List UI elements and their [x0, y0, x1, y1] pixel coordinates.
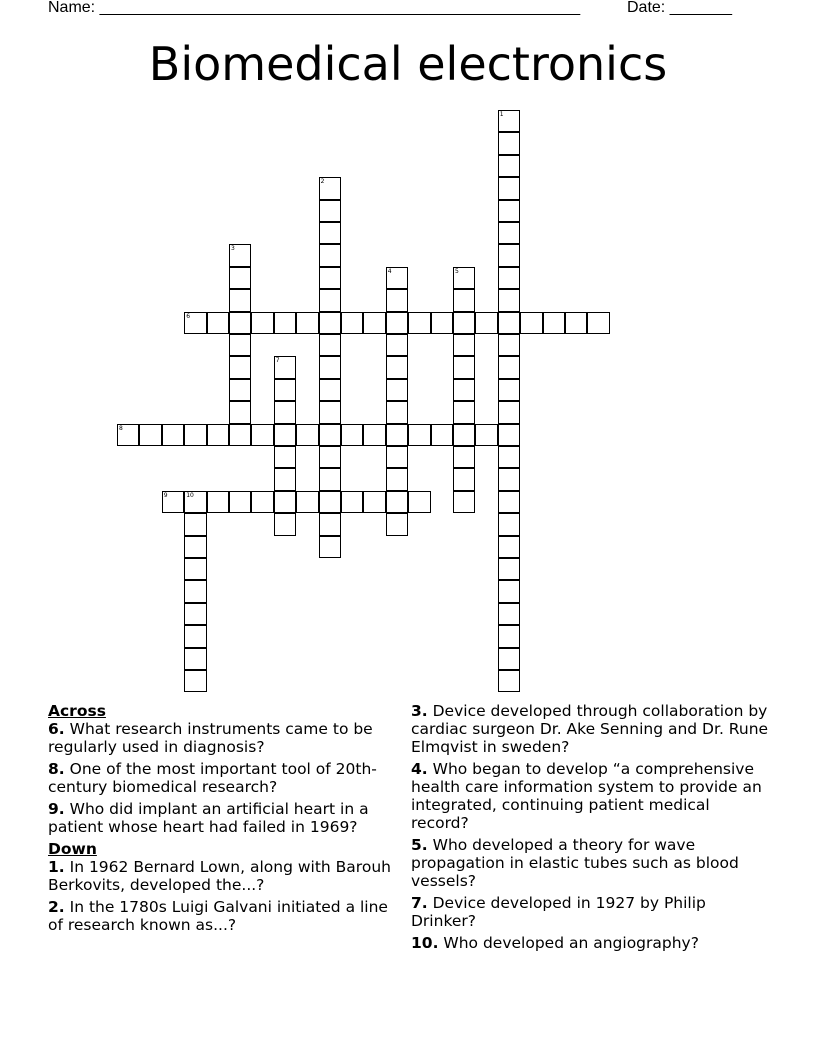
crossword-cell[interactable] — [296, 424, 318, 446]
crossword-cell[interactable] — [229, 289, 251, 311]
crossword-cell[interactable] — [386, 401, 408, 423]
crossword-cell[interactable] — [386, 513, 408, 535]
clue-text: Device developed through collaboration by cardiac surgeon Dr. Ake Senning and Dr. Rune Elmqvist in sweden? — [411, 702, 769, 756]
crossword-cell[interactable] — [274, 468, 296, 490]
crossword-cell[interactable] — [498, 155, 520, 177]
clue-item — [48, 898, 400, 934]
crossword-cell[interactable] — [587, 312, 609, 334]
crossword-cell[interactable] — [498, 177, 520, 199]
crossword-cell[interactable] — [319, 468, 341, 490]
crossword-cell[interactable] — [363, 424, 385, 446]
crossword-cell[interactable] — [117, 424, 139, 446]
crossword-cell[interactable] — [453, 401, 475, 423]
cell-number: 2 — [320, 178, 325, 186]
cell-number: 7 — [275, 357, 280, 365]
crossword-cell[interactable] — [498, 289, 520, 311]
across-clue-list — [48, 720, 400, 836]
crossword-cell[interactable] — [319, 401, 341, 423]
clue-number: 5. — [411, 836, 428, 854]
crossword-cell[interactable] — [498, 267, 520, 289]
clue-number: 7. — [411, 894, 428, 912]
crossword-cell[interactable] — [386, 334, 408, 356]
crossword-cell[interactable] — [319, 536, 341, 558]
crossword-cell[interactable] — [498, 446, 520, 468]
cell-number: 10 — [186, 491, 194, 499]
crossword-cell[interactable] — [229, 312, 251, 334]
crossword-cell[interactable] — [184, 580, 206, 602]
cell-number: 8 — [119, 424, 123, 432]
crossword-cell[interactable] — [498, 603, 520, 625]
crossword-cell[interactable] — [386, 379, 408, 401]
cell-number: 4 — [387, 267, 392, 275]
clue-number: 6. — [48, 720, 65, 738]
clues-left-column — [48, 702, 400, 938]
crossword-cell[interactable] — [184, 670, 206, 692]
crossword-cell[interactable] — [274, 491, 296, 513]
crossword-cell[interactable] — [498, 312, 520, 334]
clue-item — [411, 702, 771, 756]
crossword-cell[interactable] — [431, 424, 453, 446]
crossword-cell[interactable] — [229, 379, 251, 401]
crossword-cell[interactable] — [498, 132, 520, 154]
crossword-cell[interactable] — [498, 648, 520, 670]
crossword-cell[interactable] — [229, 244, 251, 266]
cell-number: 3 — [231, 245, 235, 253]
puzzle-title: Biomedical electronics — [148, 37, 668, 91]
crossword-cell[interactable] — [453, 312, 475, 334]
crossword-cell[interactable] — [386, 468, 408, 490]
crossword-cell[interactable] — [498, 424, 520, 446]
crossword-cell[interactable] — [319, 334, 341, 356]
crossword-cell[interactable] — [184, 558, 206, 580]
crossword-cell[interactable] — [184, 513, 206, 535]
crossword-cell[interactable] — [386, 312, 408, 334]
crossword-cell[interactable] — [498, 558, 520, 580]
crossword-cell[interactable] — [319, 491, 341, 513]
crossword-cell[interactable] — [498, 513, 520, 535]
cell-number: 1 — [499, 111, 504, 118]
crossword-cell[interactable] — [408, 491, 430, 513]
cell-number: 9 — [163, 491, 168, 499]
crossword-cell[interactable] — [162, 491, 184, 513]
crossword-cell[interactable] — [520, 312, 542, 334]
clue-text: One of the most important tool of 20th-century biomedical research? — [48, 760, 377, 796]
crossword-cell[interactable] — [229, 424, 251, 446]
crossword-cell[interactable] — [453, 424, 475, 446]
crossword-cell[interactable] — [498, 468, 520, 490]
crossword-cell[interactable] — [498, 401, 520, 423]
clue-item — [48, 800, 400, 836]
crossword-cell[interactable] — [408, 312, 430, 334]
clue-item — [411, 836, 771, 890]
crossword-cell[interactable] — [453, 356, 475, 378]
crossword-cell[interactable] — [341, 312, 363, 334]
across-heading: Across — [48, 702, 106, 720]
crossword-cell[interactable] — [274, 446, 296, 468]
clue-text: Who did implant an artificial heart in a patient whose heart had failed in 1969? — [48, 800, 369, 836]
clue-item — [48, 858, 400, 894]
crossword-cell[interactable] — [319, 356, 341, 378]
clue-number: 2. — [48, 898, 65, 916]
crossword-cell[interactable] — [453, 446, 475, 468]
crossword-cell[interactable] — [229, 356, 251, 378]
crossword-cell[interactable] — [408, 424, 430, 446]
crossword-cell[interactable] — [207, 491, 229, 513]
crossword-cell[interactable] — [184, 648, 206, 670]
crossword-cell[interactable] — [319, 379, 341, 401]
crossword-cell[interactable] — [498, 580, 520, 602]
date-field-label[interactable]: Date: _______ — [627, 0, 732, 16]
crossword-cell[interactable] — [498, 356, 520, 378]
clue-text: Who began to develop “a comprehensive health care information system to provide an integrated, continuing patient medical record? — [411, 760, 762, 832]
crossword-cell[interactable] — [498, 244, 520, 266]
crossword-cell[interactable] — [251, 491, 273, 513]
crossword-cell[interactable] — [251, 424, 273, 446]
crossword-cell[interactable] — [386, 267, 408, 289]
crossword-cell[interactable] — [184, 603, 206, 625]
crossword-cell[interactable] — [386, 356, 408, 378]
crossword-cell[interactable] — [543, 312, 565, 334]
crossword-cell[interactable] — [319, 446, 341, 468]
clue-item — [411, 760, 771, 832]
crossword-cell[interactable] — [274, 401, 296, 423]
clue-number: 1. — [48, 858, 65, 876]
crossword-cell[interactable] — [453, 267, 475, 289]
crossword-cell[interactable] — [274, 312, 296, 334]
crossword-cell[interactable] — [475, 312, 497, 334]
crossword-cell[interactable] — [184, 424, 206, 446]
crossword-cell[interactable] — [319, 424, 341, 446]
crossword-cell[interactable] — [207, 312, 229, 334]
clue-text: What research instruments came to be regularly used in diagnosis? — [48, 720, 373, 756]
crossword-cell[interactable] — [498, 536, 520, 558]
cell-number: 5 — [455, 267, 459, 275]
crossword-cell[interactable] — [319, 177, 341, 199]
crossword-cell[interactable] — [207, 424, 229, 446]
clue-item — [411, 934, 771, 952]
crossword-cell[interactable] — [498, 670, 520, 692]
crossword-cell[interactable] — [386, 446, 408, 468]
clue-number: 8. — [48, 760, 65, 778]
crossword-cell[interactable] — [498, 491, 520, 513]
clues-right-column — [411, 702, 771, 956]
crossword-cell[interactable] — [498, 200, 520, 222]
crossword-cell[interactable] — [319, 244, 341, 266]
crossword-cell[interactable] — [184, 625, 206, 647]
crossword-cell[interactable] — [274, 513, 296, 535]
crossword-cell[interactable] — [184, 491, 206, 513]
down-clue-list-part2 — [411, 702, 771, 952]
crossword-cell[interactable] — [453, 491, 475, 513]
crossword-cell[interactable] — [319, 200, 341, 222]
crossword-cell[interactable] — [363, 491, 385, 513]
clue-number: 4. — [411, 760, 428, 778]
crossword-cell[interactable] — [498, 625, 520, 647]
clue-text: In 1962 Bernard Lown, along with Barouh Berkovits, developed the...? — [48, 858, 391, 894]
crossword-cell[interactable] — [319, 312, 341, 334]
crossword-cell[interactable] — [565, 312, 587, 334]
down-clue-list-part1 — [48, 858, 400, 934]
clue-text: Device developed in 1927 by Philip Drinker? — [411, 894, 706, 930]
crossword-cell[interactable] — [386, 424, 408, 446]
crossword-cell[interactable] — [498, 222, 520, 244]
crossword-cell[interactable] — [453, 334, 475, 356]
clue-item — [48, 720, 400, 756]
crossword-cell[interactable] — [453, 289, 475, 311]
crossword-cell[interactable] — [319, 222, 341, 244]
crossword-cell[interactable] — [229, 491, 251, 513]
clue-text: Who developed a theory for wave propagation in elastic tubes such as blood vessels? — [411, 836, 739, 890]
crossword-cell[interactable] — [498, 334, 520, 356]
clue-number: 9. — [48, 800, 65, 818]
crossword-cell[interactable] — [274, 424, 296, 446]
crossword-cell[interactable] — [229, 267, 251, 289]
cell-number: 6 — [186, 312, 191, 320]
crossword-cell[interactable] — [162, 424, 184, 446]
clue-number: 10. — [411, 934, 439, 952]
crossword-cell[interactable] — [341, 491, 363, 513]
clue-text: In the 1780s Luigi Galvani initiated a line of research known as...? — [48, 898, 388, 934]
clue-item — [411, 894, 771, 930]
crossword-cell[interactable] — [319, 513, 341, 535]
crossword-cell[interactable] — [251, 312, 273, 334]
crossword-cell[interactable] — [341, 424, 363, 446]
clue-text: Who developed an angiography? — [443, 934, 699, 952]
crossword-cell[interactable] — [386, 491, 408, 513]
crossword-cell[interactable] — [296, 491, 318, 513]
crossword-cell[interactable] — [431, 312, 453, 334]
crossword-cell[interactable] — [229, 334, 251, 356]
crossword-cell[interactable] — [296, 312, 318, 334]
crossword-cell[interactable] — [363, 312, 385, 334]
down-heading: Down — [48, 840, 97, 858]
crossword-cell[interactable] — [229, 401, 251, 423]
crossword-cell[interactable] — [498, 110, 520, 132]
crossword-cell[interactable] — [184, 536, 206, 558]
name-field-label[interactable]: Name: ______________________________________________________ — [48, 0, 581, 16]
crossword-cell[interactable] — [274, 379, 296, 401]
clue-item — [48, 760, 400, 796]
crossword-cell[interactable] — [139, 424, 161, 446]
crossword-cell[interactable] — [386, 289, 408, 311]
crossword-cell[interactable] — [498, 379, 520, 401]
crossword-cell[interactable] — [475, 424, 497, 446]
crossword-cell[interactable] — [274, 356, 296, 378]
crossword-cell[interactable] — [453, 379, 475, 401]
crossword-cell[interactable] — [319, 289, 341, 311]
crossword-cell[interactable] — [319, 267, 341, 289]
crossword-cell[interactable] — [453, 468, 475, 490]
crossword-cell[interactable] — [184, 312, 206, 334]
clue-number: 3. — [411, 702, 428, 720]
